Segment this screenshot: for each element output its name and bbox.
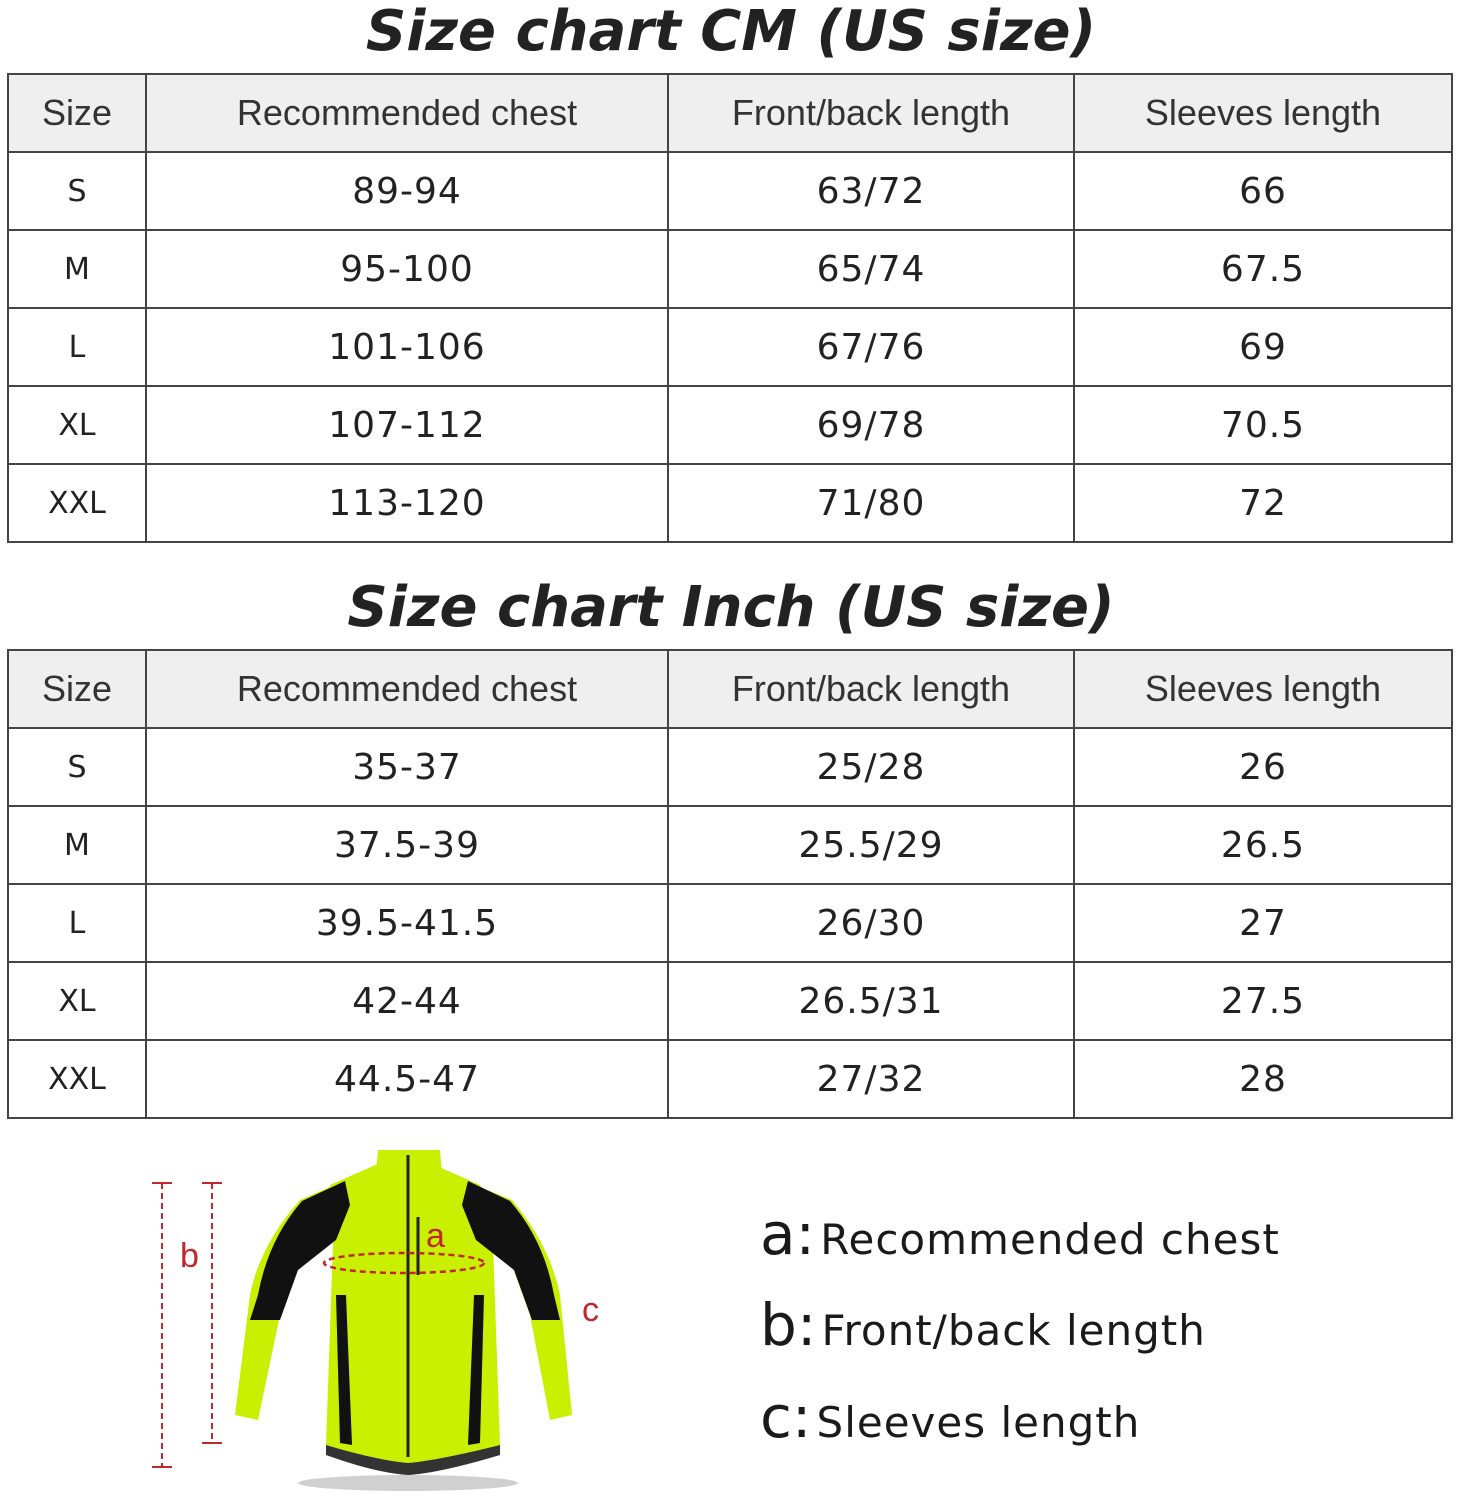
size-cell: S <box>8 728 146 806</box>
cm-chart-title: Size chart CM (US size) <box>365 0 1097 64</box>
jacket-diagram <box>140 1145 620 1495</box>
table-header-row <box>8 74 1452 152</box>
length-cell: 26.5/31 <box>668 962 1074 1040</box>
length-cell: 65/74 <box>668 230 1074 308</box>
jacket-shadow <box>298 1475 518 1491</box>
table-row <box>8 152 1452 230</box>
length-cell: 25.5/29 <box>668 806 1074 884</box>
length-cell: 71/80 <box>668 464 1074 542</box>
header-sleeves: Sleeves length <box>1074 650 1452 728</box>
sleeves-cell: 67.5 <box>1074 230 1452 308</box>
table-row <box>8 230 1452 308</box>
table-row <box>8 386 1452 464</box>
size-cell: S <box>8 152 146 230</box>
length-cell: 26/30 <box>668 884 1074 962</box>
sleeves-cell: 69 <box>1074 308 1452 386</box>
legend-letter: a: <box>760 1200 816 1268</box>
sleeves-cell: 28 <box>1074 1040 1452 1118</box>
size-cell: XXL <box>8 1040 146 1118</box>
legend-letter: c: <box>760 1383 812 1451</box>
sleeves-cell: 66 <box>1074 152 1452 230</box>
legend-text: Recommended chest <box>820 1215 1280 1264</box>
length-cell: 63/72 <box>668 152 1074 230</box>
sleeves-cell: 26 <box>1074 728 1452 806</box>
legend-text: Sleeves length <box>816 1398 1141 1447</box>
marker-c: c <box>582 1291 599 1329</box>
header-size: Size <box>8 650 146 728</box>
size-cell: L <box>8 884 146 962</box>
legend-item-chest <box>760 1200 1280 1268</box>
table-row <box>8 464 1452 542</box>
chest-cell: 44.5-47 <box>146 1040 668 1118</box>
chest-cell: 113-120 <box>146 464 668 542</box>
length-cell: 67/76 <box>668 308 1074 386</box>
chest-cell: 89-94 <box>146 152 668 230</box>
header-chest: Recommended chest <box>146 74 668 152</box>
size-cell: M <box>8 230 146 308</box>
chest-cell: 42-44 <box>146 962 668 1040</box>
size-cell: M <box>8 806 146 884</box>
legend-text: Front/back length <box>821 1306 1206 1355</box>
marker-a: a <box>426 1217 445 1255</box>
inch-chart-title: Size chart Inch (US size) <box>347 575 1115 640</box>
table-row <box>8 962 1452 1040</box>
size-cell: XL <box>8 962 146 1040</box>
sleeves-cell: 27.5 <box>1074 962 1452 1040</box>
header-length: Front/back length <box>668 650 1074 728</box>
header-sleeves: Sleeves length <box>1074 74 1452 152</box>
length-cell: 69/78 <box>668 386 1074 464</box>
table-row <box>8 728 1452 806</box>
chest-cell: 107-112 <box>146 386 668 464</box>
header-size: Size <box>8 74 146 152</box>
table-row <box>8 308 1452 386</box>
chest-cell: 39.5-41.5 <box>146 884 668 962</box>
length-cell: 25/28 <box>668 728 1074 806</box>
header-length: Front/back length <box>668 74 1074 152</box>
legend-item-sleeves <box>760 1383 1140 1451</box>
table-row <box>8 1040 1452 1118</box>
inch-size-table <box>7 649 1453 1119</box>
chest-cell: 37.5-39 <box>146 806 668 884</box>
size-cell: XXL <box>8 464 146 542</box>
chest-cell: 35-37 <box>146 728 668 806</box>
table-header-row <box>8 650 1452 728</box>
cm-size-table <box>7 73 1453 543</box>
sleeves-cell: 72 <box>1074 464 1452 542</box>
size-cell: L <box>8 308 146 386</box>
marker-b: b <box>180 1237 199 1275</box>
header-chest: Recommended chest <box>146 650 668 728</box>
sleeves-cell: 27 <box>1074 884 1452 962</box>
length-cell: 27/32 <box>668 1040 1074 1118</box>
sleeves-cell: 70.5 <box>1074 386 1452 464</box>
sleeves-cell: 26.5 <box>1074 806 1452 884</box>
table-row <box>8 884 1452 962</box>
chest-cell: 101-106 <box>146 308 668 386</box>
table-row <box>8 806 1452 884</box>
legend-letter: b: <box>760 1291 817 1359</box>
legend-item-length <box>760 1291 1206 1359</box>
chest-cell: 95-100 <box>146 230 668 308</box>
size-cell: XL <box>8 386 146 464</box>
